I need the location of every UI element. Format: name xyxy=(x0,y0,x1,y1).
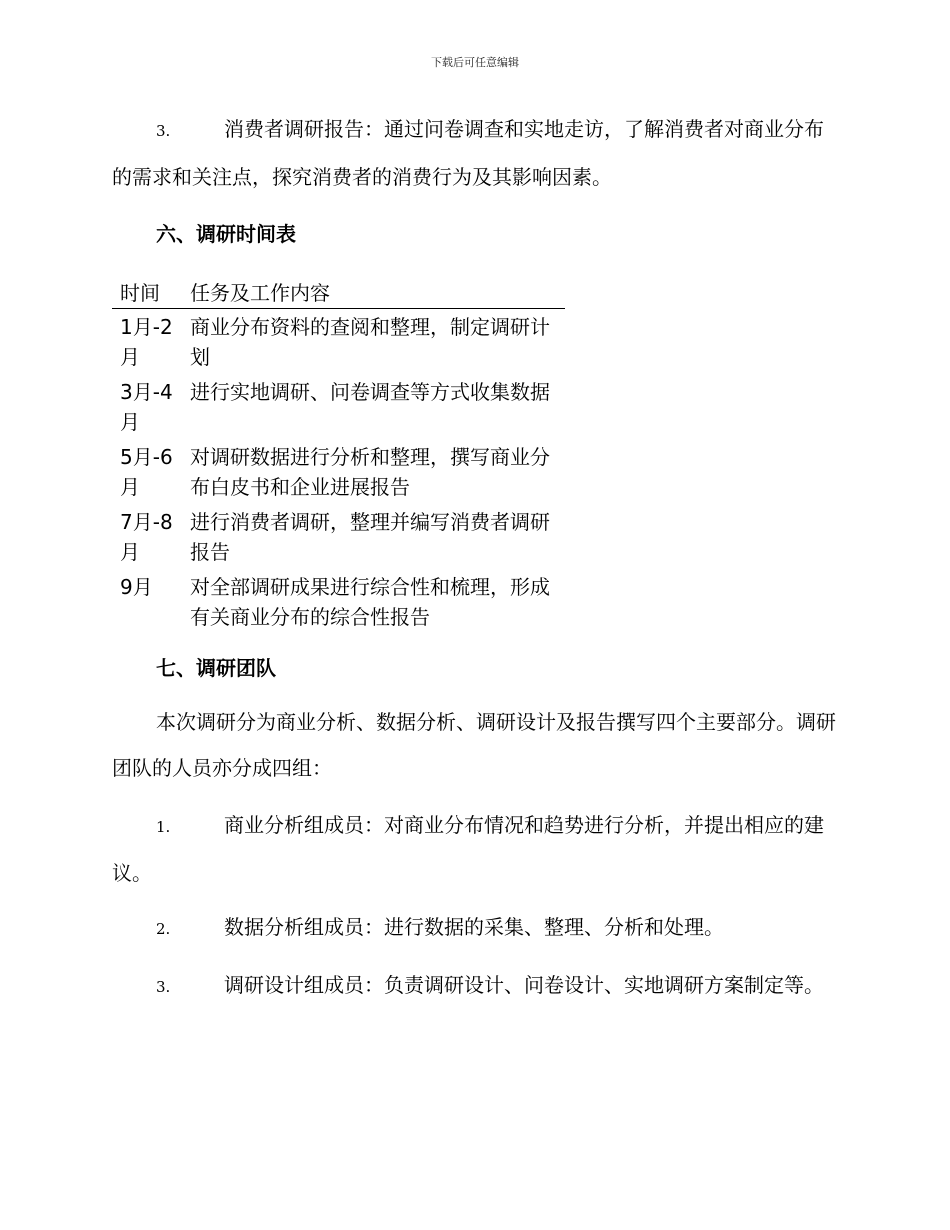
list-text: 消费者调研报告：通过问卷调查和实地走访，了解消费者对商业分布的需求和关注点，探究消费者的消费行为及其影响因素。 xyxy=(112,117,824,189)
list-text: 商业分析组成员：对商业分布情况和趋势进行分析，并提出相应的建议。 xyxy=(112,813,824,885)
list-number: 3. xyxy=(156,122,171,140)
team-intro-paragraph xyxy=(112,699,842,791)
page-header: 下载后可任意编辑 xyxy=(431,56,519,69)
section-heading-team: 七、调研团队 xyxy=(156,656,276,680)
task-cell: 对全部调研成果进行综合性和梳理，形成有关商业分布的综合性报告 xyxy=(190,575,550,629)
time-cell: 1月-2月 xyxy=(120,315,173,369)
table-row xyxy=(112,569,565,634)
team-item-business xyxy=(112,802,842,896)
team-item-design xyxy=(112,962,842,1010)
time-cell: 9月 xyxy=(120,575,153,599)
table-row xyxy=(112,309,565,375)
consumer-report-item xyxy=(112,106,842,200)
task-cell: 进行消费者调研，整理并编写消费者调研报告 xyxy=(190,510,550,564)
table-row xyxy=(112,439,565,504)
schedule-table xyxy=(112,276,565,634)
section-heading-schedule: 六、调研时间表 xyxy=(156,222,296,246)
time-cell: 5月-6月 xyxy=(120,445,173,499)
table-header-row xyxy=(112,276,565,309)
table-row xyxy=(112,504,565,569)
team-item-data xyxy=(112,904,842,952)
list-text: 调研设计组成员：负责调研设计、问卷设计、实地调研方案制定等。 xyxy=(224,973,824,997)
paragraph-text: 本次调研分为商业分析、数据分析、调研设计及报告撰写四个主要部分。调研团队的人员亦分成四组： xyxy=(112,710,836,780)
task-cell: 进行实地调研、问卷调查等方式收集数据 xyxy=(190,380,550,404)
task-cell: 对调研数据进行分析和整理，撰写商业分布白皮书和企业进展报告 xyxy=(190,445,550,499)
list-number: 1. xyxy=(156,818,171,836)
time-cell: 3月-4月 xyxy=(120,380,173,434)
list-number: 3. xyxy=(156,978,171,996)
table-row xyxy=(112,374,565,439)
list-text: 数据分析组成员：进行数据的采集、整理、分析和处理。 xyxy=(224,915,724,939)
list-number: 2. xyxy=(156,920,171,938)
time-cell: 7月-8月 xyxy=(120,510,173,564)
task-cell: 商业分布资料的查阅和整理，制定调研计划 xyxy=(190,315,550,369)
column-header-time: 时间 xyxy=(112,276,182,309)
column-header-task: 任务及工作内容 xyxy=(182,276,565,309)
